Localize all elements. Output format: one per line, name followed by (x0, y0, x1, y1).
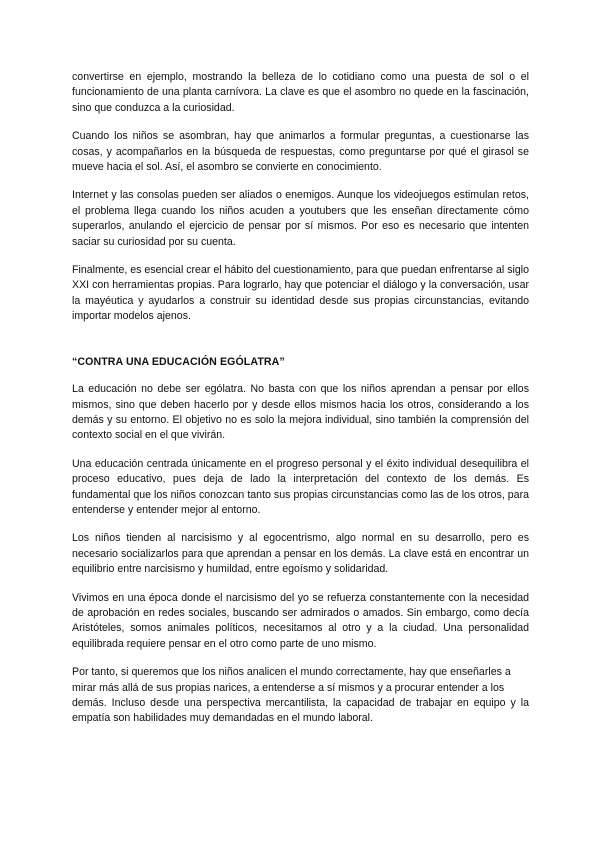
paragraph-questioning-habit: Finalmente, es esencial crear el hábito del cuestionamiento, para que puedan enfrentarse al siglo XXI con herramientas propias. Para lograrlo, hay que potenciar el diálogo y la conversación, usar la mayéutica y ayudarlos a construir su identidad desde sus propias circunstancias, evitando importar modelos ajenos. (72, 264, 529, 323)
paragraph-curiosity: convertirse en ejemplo, mostrando la belleza de lo cotidiano como una puesta de sol o el funcionamiento de una planta carnívora. La clave es que el asombro no quede en la fascinación, sino que conduzca a la curiosidad. (72, 71, 529, 114)
paragraph-conclusion-end: demás. Incluso desde una perspectiva mercantilista, la capacidad de trabajar en equipo y la empatía son habilidades muy demandadas en el mundo laboral. (72, 697, 529, 725)
paragraph-non-egolatra: La educación no debe ser ególatra. No basta con que los niños aprendan a pensar por ellos mismos, sino que deben hacerlo por y desde ellos mismos hacia los otros, considerando a los demás y su entorno. El objetivo no es solo la mejora individual, sino también la comprensión del contexto social en el que vivirán. (72, 383, 529, 442)
paragraph-conclusion-start: Por tanto, si queremos que los niños analicen el mundo correctamente, hay que enseñarles a mirar más allá de sus propias narices, a entenderse a sí mismos y a procurar entender a los (72, 666, 511, 694)
section-heading: “CONTRA UNA EDUCACIÓN EGÓLATRA” (72, 355, 285, 368)
paragraph-questions: Cuando los niños se asombran, hay que animarlos a formular preguntas, a cuestionarse las cosas, y acompañarlos en la búsqueda de respuestas, como preguntarse por qué el girasol se mueve hacia el sol. Así, el asombro se convierte en conocimiento. (72, 130, 529, 174)
paragraph-social-media: Vivimos en una época donde el narcisismo del yo se refuerza constantemente con la necesidad de aprobación en redes sociales, buscando ser admirados o amados. Sin embargo, como decía Aristóteles, somos animales políticos, necesitamos al otro y a la ciudad. Una personalidad equilibrada requiere pensar en el otro como parte de uno mismo. (72, 591, 529, 650)
document-page (72, 70, 529, 740)
paragraph-internet: Internet y las consolas pueden ser aliados o enemigos. Aunque los videojuegos estimulan retos, el problema llega cuando los niños acuden a youtubers que les enseñan directamente cómo superarlos, anulando el ejercicio de pensar por sí mismos. Por eso es necesario que intenten saciar su curiosidad por su cuenta. (72, 189, 529, 248)
paragraph-individual-success: Una educación centrada únicamente en el progreso personal y el éxito individual desequilibra el proceso educativo, pues deja de lado la interpretación del contexto de los demás. Es fundamental que los niños conozcan tanto sus propias circunstancias como las de los otros, para entenderse y entender mejor al entorno. (72, 457, 529, 516)
paragraph-narcissism: Los niños tienden al narcisismo y al egocentrismo, algo normal en su desarrollo, pero es necesario socializarlos para que aprendan a pensar en los demás. La clave está en encontrar un equilibrio entre narcisismo y humildad, entre egoísmo y solidaridad. (72, 532, 529, 576)
